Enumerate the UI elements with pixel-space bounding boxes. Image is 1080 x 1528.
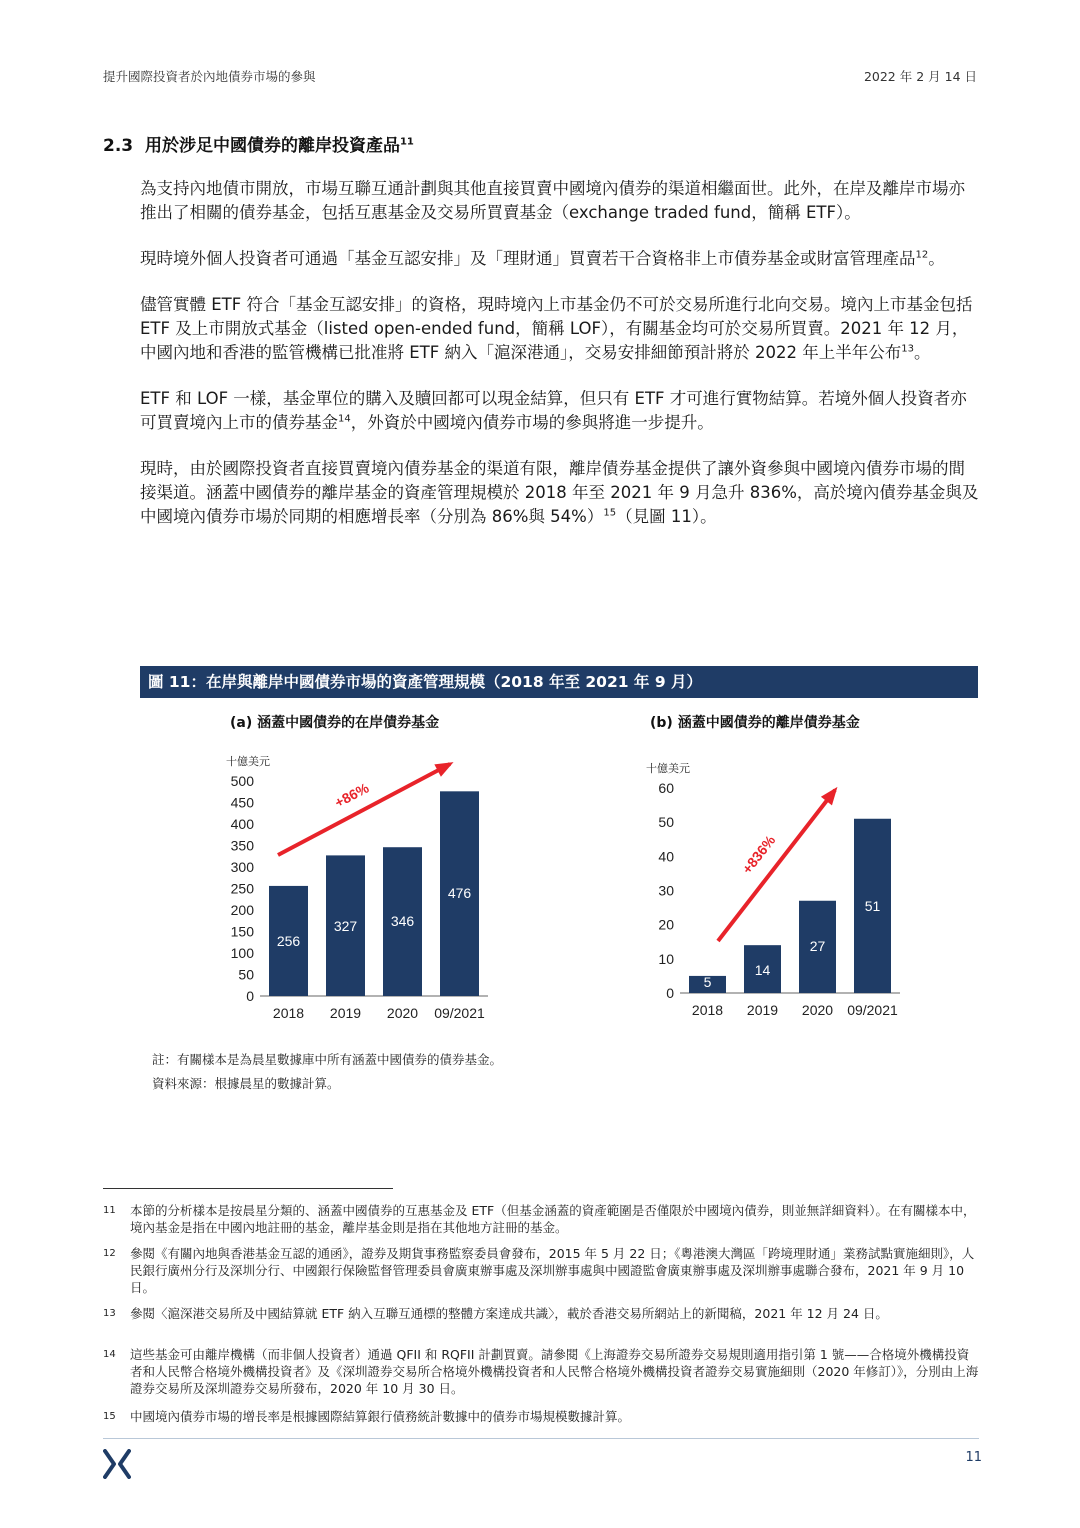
footnote-text: 這些基金可由離岸機構（而非個人投資者）通過 QFII 和 RQFII 計劃買賣。請參閱《上海證券交易所證券交易規則適用指引第 1 號——合格境外機構投資者和人民幣合格境外機構投資者》及《深圳證券交易所合格境外機構投資者和人民幣合格境外機構投資者證券交易實施細則（2020 年修訂）》，分別由上海證券交易所及深圳證券交易所發布，2020 年 10 月 30 日。 <box>130 1347 979 1396</box>
bar-value-label: 256 <box>276 933 301 949</box>
paragraph: 儘管實體 ETF 符合「基金互認安排」的資格，現時境內上市基金仍不可於交易所進行北向交易。境內上市基金包括 ETF 及上市開放式基金（listed open-ended fund，簡稱 LOF），有關基金均可於交易所買賣。2021 年 12 月，中國內地和香港的監管機構已批准將 ETF 納入「滬深港通」，交易安排細節預計將於 2022 年上半年公布$^{13}$。 <box>140 295 973 362</box>
y-tick-label: 40 <box>658 848 674 865</box>
footnote-number: 12 <box>103 1248 116 1259</box>
figure-note: 註：有關樣本是為晨星數據庫中所有涵蓋中國債券的債券基金。 <box>152 1052 503 1067</box>
footnote-divider <box>103 1188 393 1189</box>
chart-title: (a) 涵蓋中國債券的在岸債券基金 <box>230 715 440 731</box>
y-tick-label: 10 <box>658 950 674 967</box>
y-tick-label: 200 <box>230 902 254 918</box>
x-tick-label: 09/2021 <box>434 1005 485 1021</box>
footnote-number: 11 <box>103 1205 116 1216</box>
footnote-number: 14 <box>103 1349 116 1360</box>
footnote-text: 參閱《有關內地與香港基金互認的通函》，證券及期貨事務監察委員會發布，2015 年 5 月 22 日；《粵港澳大灣區「跨境理財通」業務試點實施細則》，人民銀行廣州分行及深圳分行、中國銀行保險監督管理委員會廣東辦事處及深圳辦事處與中國證監會廣東辦事處及深圳辦事處聯合發布，2021 年 9 月 10 日。 <box>130 1246 975 1295</box>
x-tick-label: 2018 <box>272 1005 305 1021</box>
bar-value-label: 327 <box>333 918 358 934</box>
footer-divider <box>103 1438 979 1439</box>
growth-arrow-head <box>434 762 453 777</box>
section-title-text: 用於涉足中國債券的離岸投資產品 <box>144 136 400 156</box>
growth-arrow-shaft <box>278 764 450 855</box>
y-tick-label: 350 <box>230 837 254 854</box>
x-tick-label: 2020 <box>801 1002 834 1018</box>
growth-annotation: +836% <box>738 832 779 877</box>
y-tick-label: 0 <box>246 988 254 1004</box>
y-tick-label: 100 <box>230 945 254 961</box>
footnote-ref: 14 <box>338 413 351 425</box>
footnote-ref: 15 <box>603 507 617 519</box>
footnote-number: 15 <box>103 1411 116 1422</box>
paragraph: 現時，由於國際投資者直接買賣境內債券基金的渠道有限，離岸債券基金提供了讓外資參與中國境內債券市場的間接渠道。涵蓋中國債券的離岸基金的資產管理規模於 2018 年至 2021 年 9 月急升 836%，高於境內債券基金與及中國境內債券市場於同期的相應增長率（分別為 86%與 54%）$^{15}$（見圖 11）。 <box>140 459 979 526</box>
page-number: 11 <box>965 1450 982 1465</box>
y-tick-label: 20 <box>658 916 674 933</box>
footnote-text: 中國境內債券市場的增長率是根據國際結算銀行債務統計數據中的債券市場規模數據計算。 <box>130 1409 631 1424</box>
y-tick-label: 0 <box>666 985 674 1001</box>
footnote-text: 參閱〈滬深港交易所及中國結算就 ETF 納入互聯互通標的整體方案達成共識〉，載於香港交易所網站上的新聞稿，2021 年 12 月 24 日。 <box>130 1306 888 1321</box>
footnote-ref: 12 <box>915 249 929 261</box>
chart-onshore <box>200 708 520 1038</box>
figure-source: 資料來源：根據晨星的數據計算。 <box>152 1076 340 1091</box>
footnote-text: 本節的分析樣本是按晨星分類的、涵蓋中國債券的互惠基金及 ETF（但基金涵蓋的資產範圍是否僅限於中國境內債券，則並無詳細資料）。在有關樣本中，境內基金是指在中國內地註冊的基金，離岸基金則是指在其他地方註冊的基金。 <box>130 1203 976 1235</box>
document-date: 2022 年 2 月 14 日 <box>863 69 977 84</box>
chart-offshore <box>620 708 940 1038</box>
footnote <box>103 1202 979 1236</box>
bar-value-label: 5 <box>703 974 712 990</box>
y-tick-label: 450 <box>230 794 254 811</box>
y-tick-label: 50 <box>238 966 254 983</box>
y-tick-label: 500 <box>230 773 254 789</box>
chart-title: (b) 涵蓋中國債券的離岸債券基金 <box>650 715 860 731</box>
section-footnote-ref: 11 <box>399 136 414 148</box>
bar-value-label: 346 <box>390 913 415 929</box>
y-axis-unit-label: 十億美元 <box>226 756 270 768</box>
bar-value-label: 476 <box>447 885 472 901</box>
chart-offshore-svg <box>620 708 940 1038</box>
y-tick-label: 150 <box>230 923 254 940</box>
paragraph: 為支持內地債市開放，市場互聯互通計劃與其他直接買賣中國境內債券的渠道相繼面世。此外，在岸及離岸市場亦推出了相關的債券基金，包括互惠基金及交易所買賣基金（exchange traded fund，簡稱 ETF）。 <box>140 179 965 222</box>
growth-annotation: +86% <box>331 779 372 811</box>
x-tick-label: 2019 <box>329 1005 362 1021</box>
footnote <box>103 1408 979 1425</box>
document-running-title: 提升國際投資者於內地債券市場的參與 <box>103 69 316 84</box>
footnote <box>103 1305 979 1322</box>
paragraph: ETF 和 LOF 一樣，基金單位的購入及贖回都可以現金結算，但只有 ETF 才可進行實物結算。若境外個人投資者亦可買賣境內上市的債券基金$^{14}$，外資於中國境內債券市場的參與將進一步提升。 <box>140 389 967 432</box>
y-tick-label: 400 <box>230 816 254 832</box>
x-tick-label: 2018 <box>691 1002 724 1018</box>
y-tick-label: 250 <box>230 880 254 897</box>
body-paragraphs <box>140 177 980 551</box>
footnote <box>103 1245 979 1296</box>
footnote-number: 13 <box>103 1308 116 1319</box>
hkex-x-logo-icon <box>103 1449 131 1483</box>
y-tick-label: 50 <box>658 814 674 831</box>
section-number: 2.3 <box>103 136 134 156</box>
paragraph: 現時境外個人投資者可通過「基金互認安排」及「理財通」買賣若干合資格非上市債券基金或財富管理產品$^{12}$。 <box>140 249 945 268</box>
bar-value-label: 14 <box>754 962 771 978</box>
bar-value-label: 27 <box>809 938 826 954</box>
y-tick-label: 300 <box>230 859 254 875</box>
figure-title-banner: 圖 11：在岸與離岸中國債券市場的資產管理規模（2018 年至 2021 年 9 月） <box>140 666 978 698</box>
bar-value-label: 51 <box>864 898 881 914</box>
section-heading <box>103 131 414 156</box>
y-tick-label: 30 <box>658 882 674 899</box>
x-tick-label: 2019 <box>746 1002 779 1018</box>
x-tick-label: 2020 <box>386 1005 419 1021</box>
x-tick-label: 09/2021 <box>847 1002 898 1018</box>
y-axis-unit-label: 十億美元 <box>646 763 690 775</box>
chart-onshore-svg <box>200 708 520 1038</box>
footnote <box>103 1346 979 1397</box>
y-tick-label: 60 <box>658 780 674 796</box>
footnote-ref: 13 <box>901 343 914 355</box>
